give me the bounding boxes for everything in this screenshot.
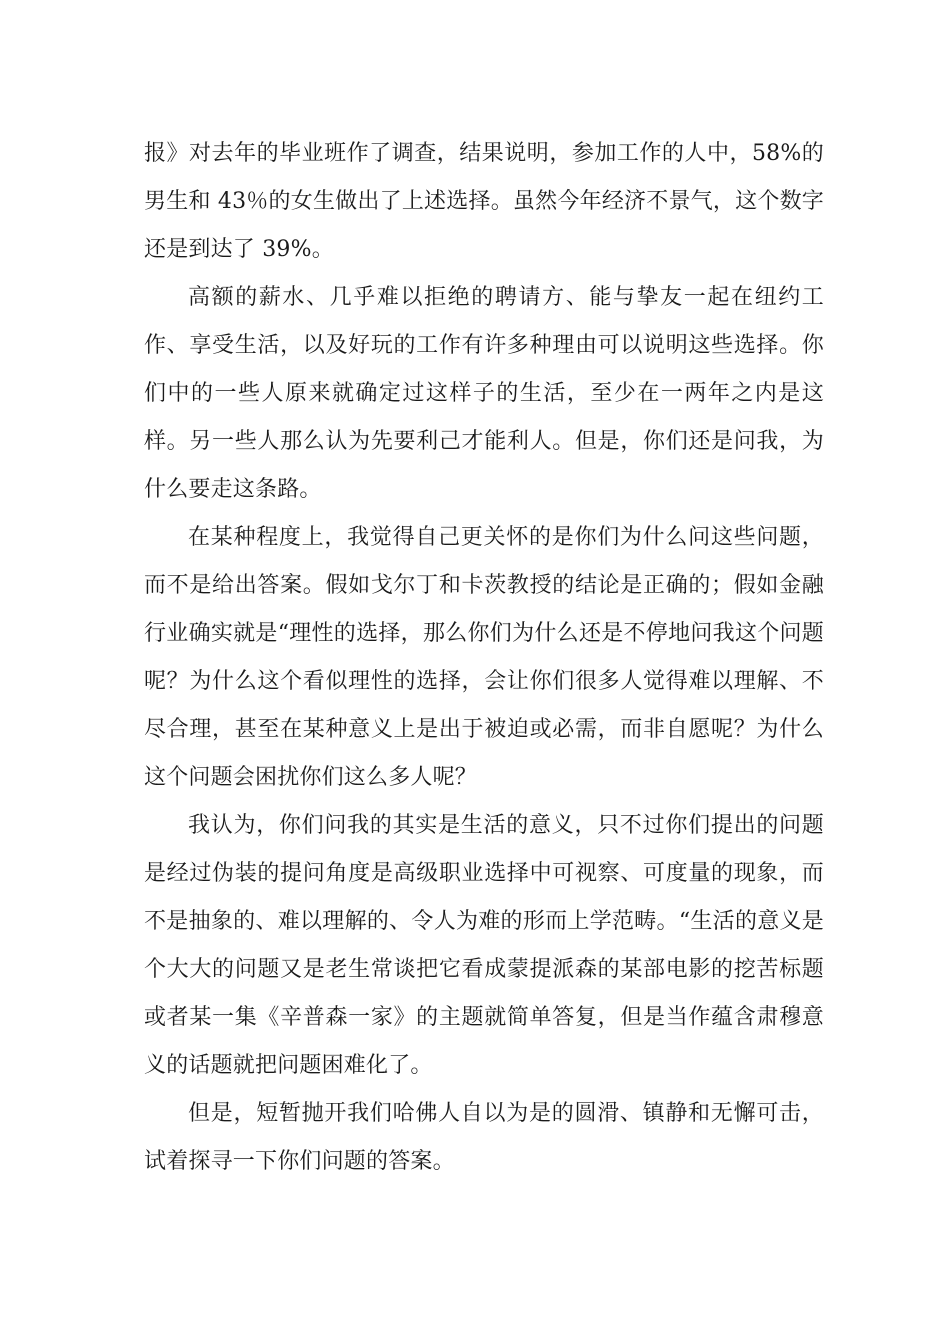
paragraph-why-ask: 在某种程度上，我觉得自己更关怀的是你们为什么问这些问题，而不是给出答案。假如戈尔丁和卡茨教授的结论是正确的；假如金融行业确实就是“理性的选择，那么你们为什么还是不停地问我这个问题呢？为什么这个看似理性的选择，会让你们很多人觉得难以理解、不尽合理，甚至在某种意义上是出于被迫或必需，而非自愿呢？为什么这个问题会困扰你们这么多人呢？: [144, 525, 824, 790]
paragraph-search-answer: 但是，短暂抛开我们哈佛人自以为是的圆滑、镇静和无懈可击，试着探寻一下你们问题的答案。: [144, 1101, 824, 1174]
paragraph-meaning-of-life: 我认为，你们问我的其实是生活的意义，只不过你们提出的问题是经过伪装的提问角度是高级职业选择中可视察、可度量的现象，而不是抽象的、难以理解的、令人为难的形而上学范畴。“生活的意义是个大大的问题又是老生常谈把它看成蒙提派森的某部电影的挖苦标题或者某一集《辛普森一家》的主题就简单答复，但是当作蕴含肃穆意义的话题就把问题困难化了。: [144, 813, 824, 1078]
paragraph-survey-continuation: 报》对去年的毕业班作了调查，结果说明，参加工作的人中，58%的男生和 43％的女生做出了上述选择。虽然今年经济不景气，这个数字还是到达了 39%。: [144, 141, 824, 262]
document-page: [144, 130, 824, 1186]
paragraph-reasons: 高额的薪水、几乎难以拒绝的聘请方、能与挚友一起在纽约工作、享受生活，以及好玩的工作有许多种理由可以说明这些选择。你们中的一些人原来就确定过这样子的生活，至少在一两年之内是这样。另一些人那么认为先要利己才能利人。但是，你们还是问我，为什么要走这条路。: [144, 285, 824, 502]
